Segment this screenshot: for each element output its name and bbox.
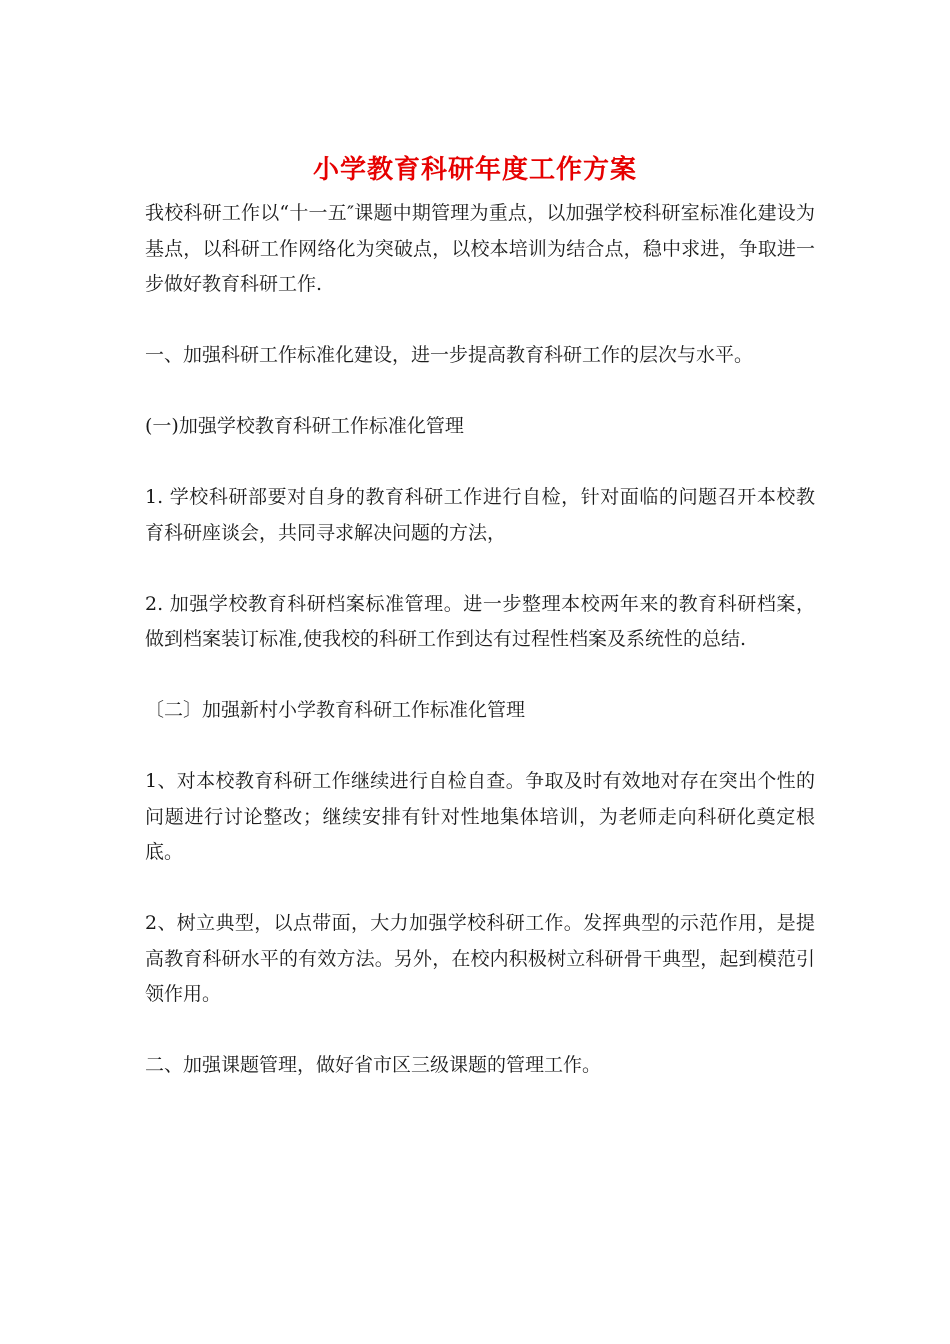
list-item-2-2: 2、树立典型，以点带面，大力加强学校科研工作。发挥典型的示范作用，是提高教育科研水平的有效方法。另外，在校内积极树立科研骨干典型，起到模范引领作用。 [145,912,815,1005]
section-heading-2: 二、加强课题管理，做好省市区三级课题的管理工作。 [145,1054,602,1076]
document-body [145,196,815,1119]
subsection-heading-1: (一)加强学校教育科研工作标准化管理 [145,415,464,437]
list-item-1-1: 1. 学校科研部要对自身的教育科研工作进行自检，针对面临的问题召开本校教育科研座谈会，共同寻求解决问题的方法， [145,486,815,544]
section-heading-1: 一、加强科研工作标准化建设，进一步提高教育科研工作的层次与水平。 [145,344,754,366]
subsection-heading-2: 〔二〕加强新村小学教育科研工作标准化管理 [145,699,526,721]
list-item-2-1: 1、对本校教育科研工作继续进行自检自查。争取及时有效地对存在突出个性的问题进行讨论整改；继续安排有针对性地集体培训，为老师走向科研化奠定根底。 [145,770,815,863]
intro-paragraph: 我校科研工作以“十一五″课题中期管理为重点，以加强学校科研室标准化建设为基点，以科研工作网络化为突破点，以校本培训为结合点，稳中求进，争取进一步做好教育科研工作. [145,202,815,295]
list-item-1-2: 2. 加强学校教育科研档案标准管理。进一步整理本校两年来的教育科研档案，做到档案装订标准,使我校的科研工作到达有过程性档案及系统性的总结. [145,592,815,650]
document-title: 小学教育科研年度工作方案 [312,155,637,185]
